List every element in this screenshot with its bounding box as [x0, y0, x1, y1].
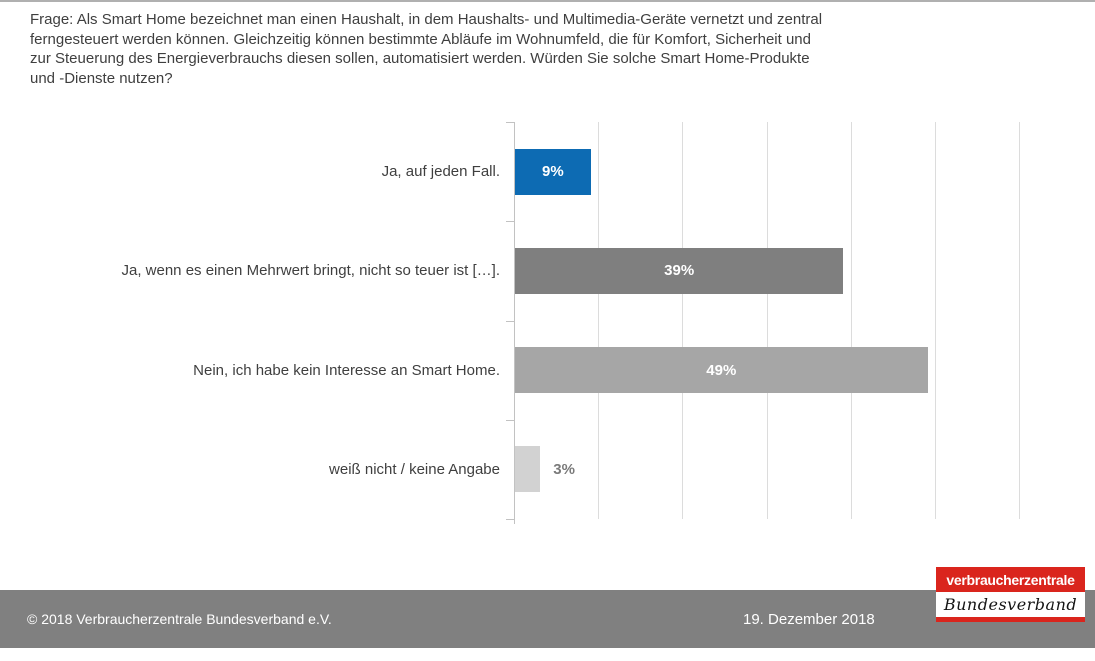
bar	[515, 347, 928, 393]
bar-wrap	[515, 420, 575, 519]
bar-row-nein-kein-interesse	[193, 321, 1095, 420]
copyright-text: © 2018 Verbraucherzentrale Bundesverband e.V.	[27, 611, 332, 627]
axis-tick	[506, 221, 514, 222]
window-top-border	[0, 0, 1095, 2]
survey-question-text: Frage: Als Smart Home bezeichnet man einen Haushalt, in dem Haushalts- und Multimedia-Geräte vernetzt und zentral ferngesteuert werden können. Gleichzeitig können bestimmte Abläufe im Wohnumfeld, die für Komfort, Sicherheit und zur Steuerung des Energieverbrauchs diesen sollen, automatisiert werden. Würden Sie solche Smart Home-Produkte und -Dienste nutzen?	[30, 11, 823, 87]
bar-row-weiss-nicht	[329, 420, 1095, 519]
axis-tick	[506, 519, 514, 520]
bar-row-ja-auf-jeden-fall	[381, 122, 1095, 221]
vzbv-logo	[936, 567, 1085, 622]
bar	[515, 149, 591, 195]
value-label: 39%	[664, 262, 695, 280]
category-label: weiß nicht / keine Angabe	[329, 460, 500, 478]
category-label: Ja, wenn es einen Mehrwert bringt, nicht so teuer ist […].	[121, 262, 500, 280]
value-label: 9%	[542, 163, 564, 181]
bar-wrap	[515, 122, 591, 221]
bar-wrap	[515, 221, 843, 320]
axis-tick	[514, 519, 515, 524]
value-label: 49%	[706, 361, 737, 379]
axis-tick	[506, 420, 514, 421]
plot-area	[121, 122, 1095, 519]
footer-bar	[0, 590, 1095, 648]
logo-red-strip	[936, 617, 1085, 622]
bar-wrap	[515, 321, 928, 420]
date-text: 19. Dezember 2018	[743, 610, 875, 628]
bar	[515, 248, 843, 294]
axis-tick	[506, 122, 514, 123]
bar-row-ja-wenn-mehrwert	[121, 221, 1095, 320]
axis-tick	[506, 321, 514, 322]
category-label: Ja, auf jeden Fall.	[381, 163, 500, 181]
logo-top-banner: verbraucherzentrale	[936, 567, 1085, 592]
value-label-outside: 3%	[553, 460, 575, 478]
logo-bottom-banner: Bundesverband	[936, 592, 1085, 617]
category-label: Nein, ich habe kein Interesse an Smart Home.	[193, 361, 500, 379]
bar	[515, 446, 540, 492]
